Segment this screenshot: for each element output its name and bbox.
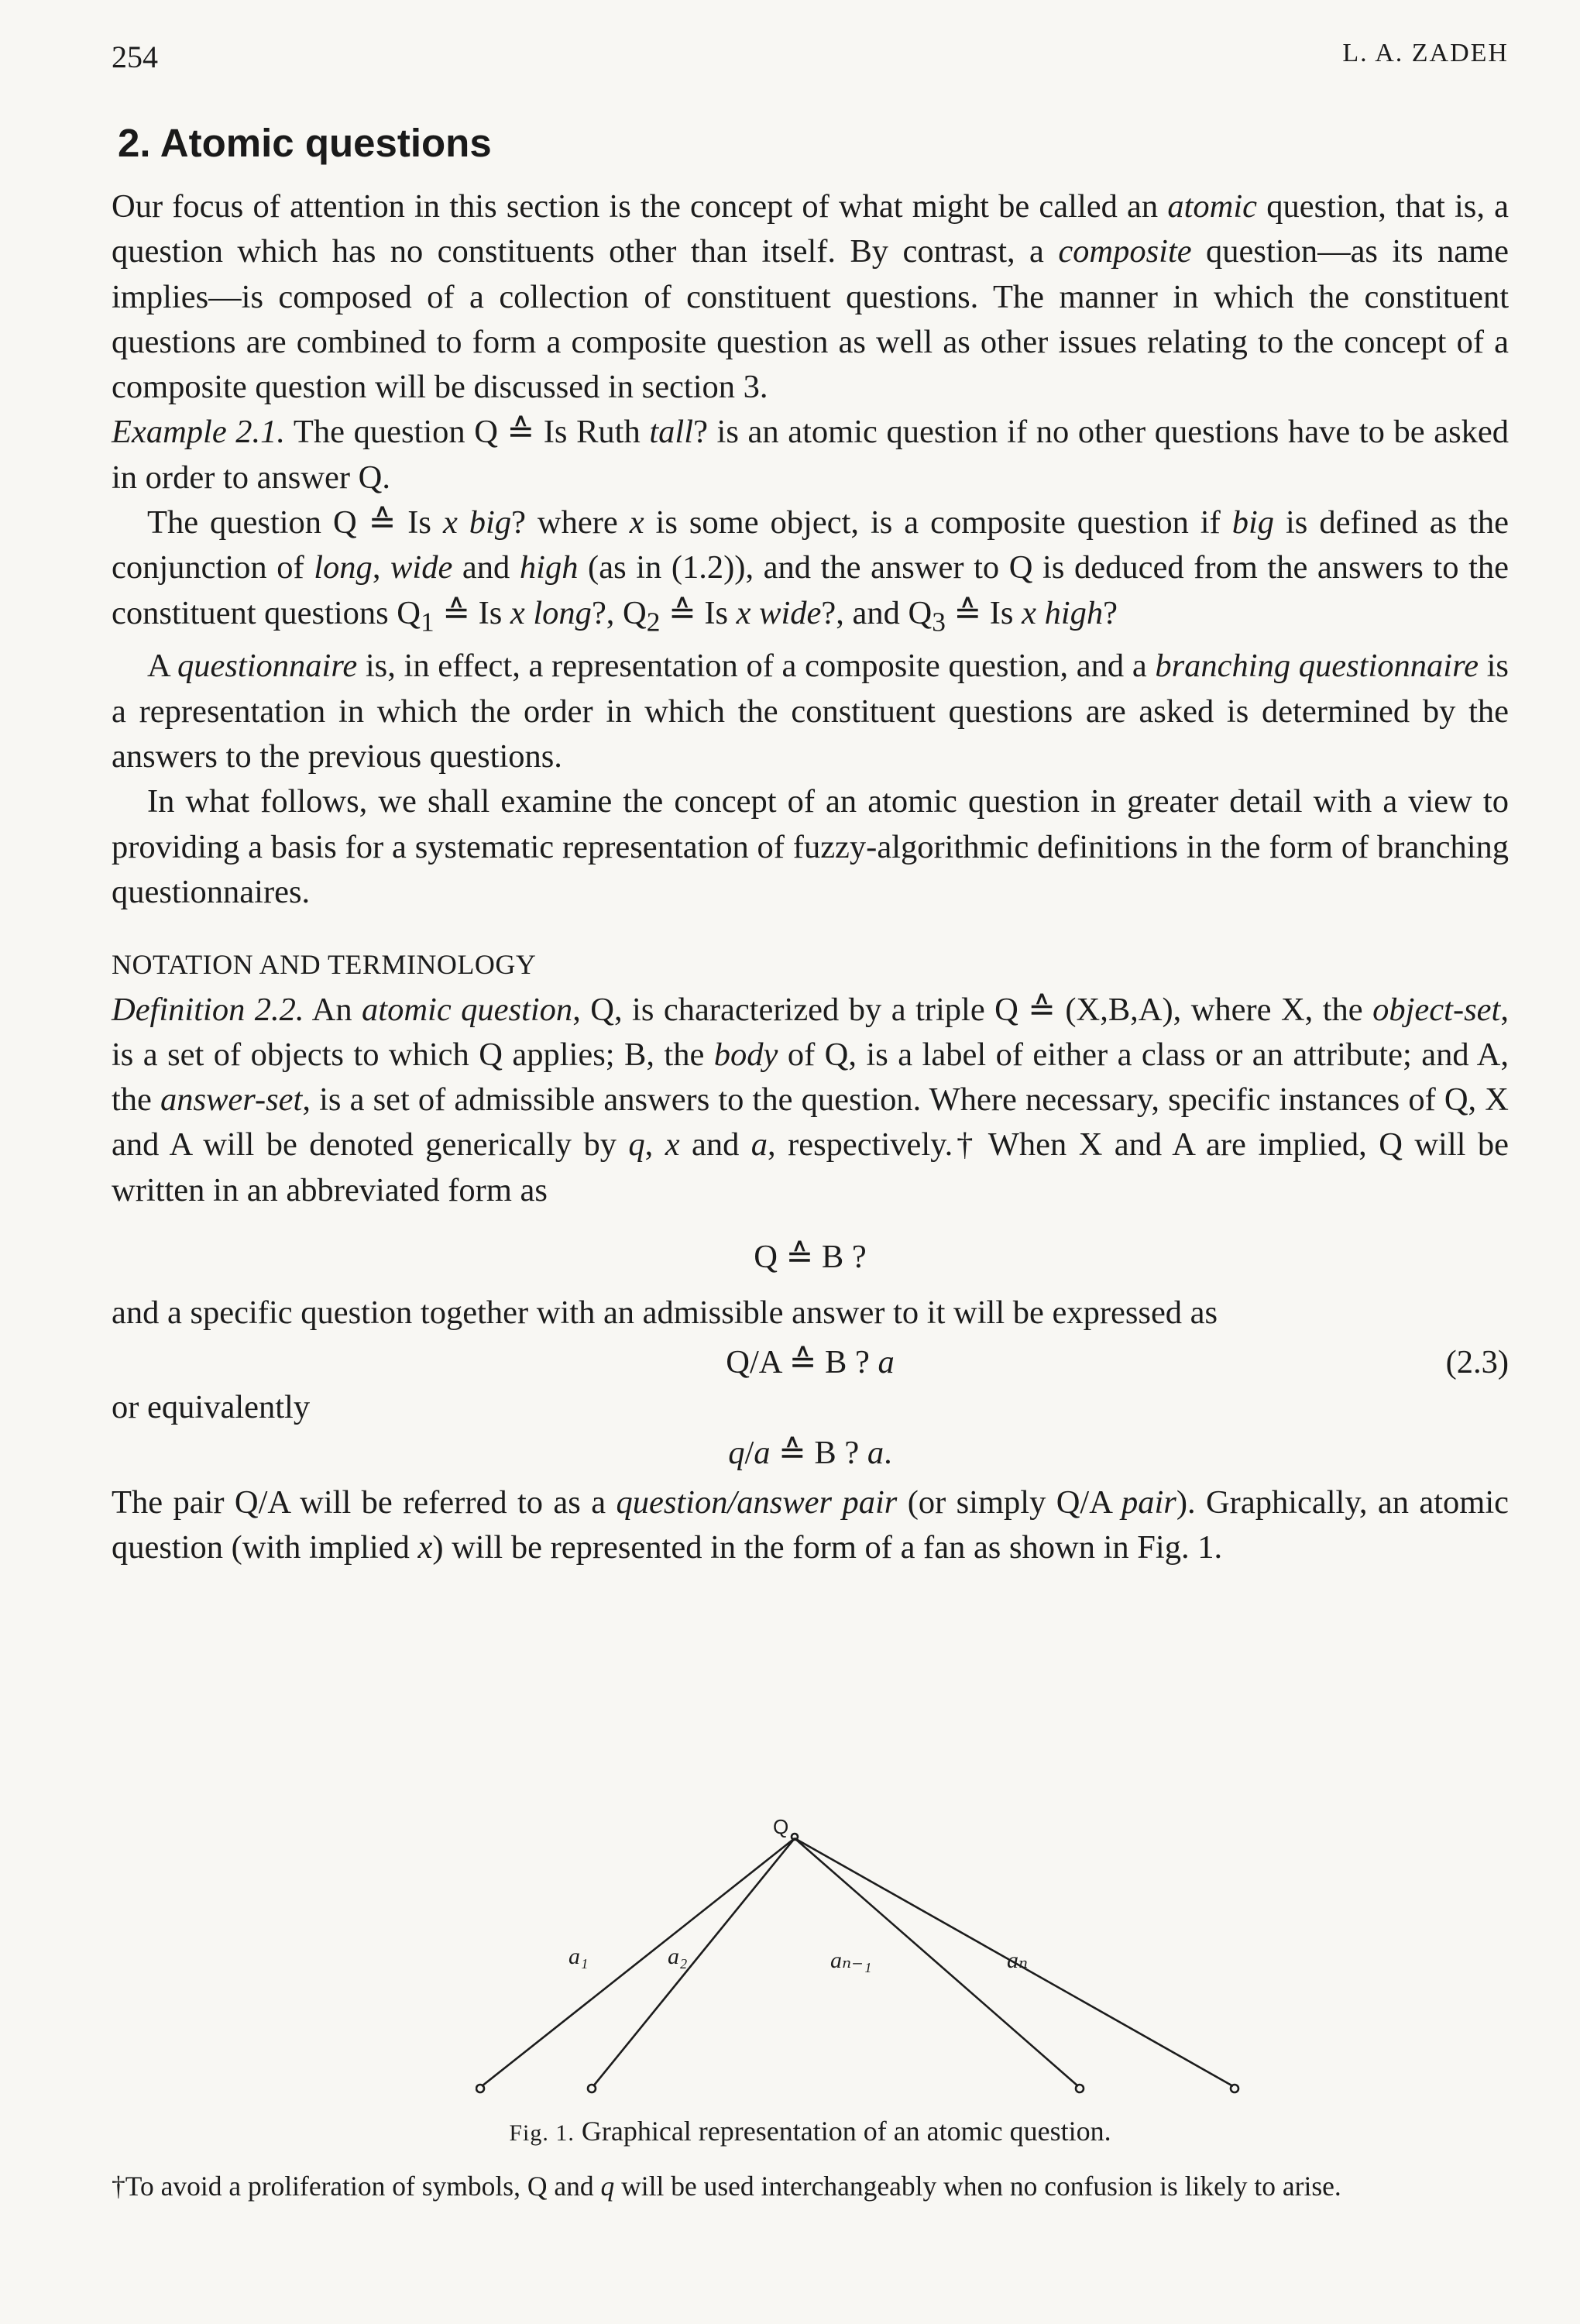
eq-part: ≙ B ? [770,1434,867,1471]
text-run: An [304,991,362,1028]
term-pair: pair [1121,1483,1176,1521]
term-wide: wide [390,549,453,586]
text-run: and [452,549,520,586]
term-tall: tall [649,414,694,451]
subscript: 1 [421,606,434,638]
text-run: †To avoid a proliferation of symbols, Q and [112,2171,601,2202]
text-run: is a representation in which the order in which the constituent questions are asked is determined by the answers to the previous questions. [112,648,1509,775]
var-a: a [754,1434,771,1471]
text-run: The question Q ≙ Is [147,504,443,541]
text-run: is defined as the conjunction of [112,504,1510,586]
subscript: 2 [646,606,661,638]
text-run: is some object, is a composite question if [644,504,1232,541]
term-x-high: x high [1022,594,1104,631]
figure-caption [112,2115,1509,2147]
branch-a2 [593,1838,795,2086]
root-label: Q [773,1817,789,1838]
paragraph-qa-pair [112,1480,1509,1571]
text-run: , is a set of admissible answers to the question. Where necessary, specific instances of Q, X and A will be denoted generically by [112,1081,1509,1164]
label-a2: a₂ [668,1944,688,1969]
eq-part: Q/A ≙ B ? [726,1344,878,1381]
text-run: , Q, is characterized by a triple Q ≙ (X,B,A), where X, the [572,991,1373,1028]
var-q: q [628,1126,645,1164]
text-run: ? is an atomic question if no other questions have to be asked in order to answer Q. [112,414,1509,496]
equation-2-3 [112,1340,1509,1385]
text-run: , is a set of objects to which Q applies; B, the [112,991,1509,1073]
footnote [112,2169,1509,2203]
text-run: question, that is, a question which has no constituents other than itself. By contrast, a [112,188,1509,270]
term-object-set: object-set [1372,991,1501,1028]
var-a: a [867,1434,884,1471]
term-atomic-question: atomic question [362,991,573,1028]
example-2-1 [112,410,1509,500]
text-run: The question Q ≙ Is Ruth [285,414,650,451]
term-question-answer-pair: question/answer pair [616,1483,898,1521]
text-run: question—as its name implies—is composed of a collection of constituent questions. The manner in which the constituent questions are combined to form a composite question as well as other issues relating to the concept of a composite question will be discussed in section 3. [112,233,1509,406]
paragraph-composite-example [112,500,1509,644]
branch-a1 [482,1838,795,2086]
var-a: a [750,1126,768,1164]
leaf-node [588,2085,596,2092]
term-answer-set: answer-set [160,1081,303,1119]
subscript: 3 [932,606,946,638]
text-run: of Q, is a label of either a class or an attribute; and A, the [112,1036,1509,1119]
leaf-node [1076,2085,1084,2092]
text-run: The pair Q/A will be referred to as a [112,1483,617,1521]
text-run: and [679,1126,751,1164]
page-number: 254 [112,40,158,74]
var-q: q [600,2171,615,2202]
term-composite: composite [1058,233,1192,270]
eq-part: . [884,1434,892,1471]
label-a1: a₁ [568,1944,589,1969]
var-a: a [878,1344,895,1381]
equation-abbrev [112,1235,1509,1280]
text-run: ≙ Is [660,594,737,631]
text-run: Our focus of attention in this section is the concept of what might be called an [112,188,1168,225]
var-x: x [417,1528,433,1566]
text-run: ≙ Is [945,594,1022,631]
term-long: long [314,549,373,586]
caption-text: Graphical representation of an atomic question. [574,2116,1111,2147]
text-run: A [147,648,178,685]
equation-text [112,1340,1509,1385]
eq-part: / [744,1434,754,1471]
paragraph-what-follows: In what follows, we shall examine the concept of an atomic question in greater detail with a view to providing a basis for a systematic representation of fuzzy-algorithmic definitions in the form of branching questionnaires. [112,783,1509,910]
text-run: ≙ Is [434,594,510,631]
label-an-1: aₙ₋₁ [830,1948,872,1973]
term-big: big [469,504,512,541]
paragraph-specific-question: and a specific question together with an admissible answer to it will be expressed as [112,1294,1218,1332]
paragraph-intro [112,184,1509,410]
text-run: ? where [511,504,630,541]
var-x: x [665,1126,680,1164]
text-run: (as in (1.2)), and the answer to Q is deduced from the answers to the constituent questions Q [112,549,1509,631]
text-run: , [644,1126,665,1164]
text-run: ). Graphically, an atomic question (with implied [112,1483,1509,1566]
definition-label: Definition 2.2. [112,991,304,1028]
caption-prefix: Fig. 1. [509,2120,575,2146]
term-questionnaire: questionnaire [177,648,358,685]
root-node [792,1834,798,1840]
leaf-node [1231,2085,1238,2092]
subheading-notation: NOTATION AND TERMINOLOGY [112,949,537,981]
text-run: (or simply Q/A [897,1483,1121,1521]
text-run: ?, Q [591,594,647,631]
var-q: q [728,1434,745,1471]
paragraph-questionnaire [112,644,1509,779]
text-run: is, in effect, a representation of a composite question, and a [357,648,1156,685]
text-run: ?, and Q [821,594,933,631]
term-atomic: atomic [1167,188,1258,225]
term-x-long: x long [510,594,592,631]
running-author: L. A. ZADEH [1342,39,1509,67]
text-run: will be used interchangeably when no confusion is likely to arise. [614,2171,1341,2202]
definition-2-2 [112,988,1509,1213]
page [112,0,1509,2324]
label-an: aₙ [1007,1948,1029,1973]
equation-text: Q ≙ B ? [754,1239,867,1276]
term-body: body [713,1036,778,1073]
term-high: high [519,549,579,586]
text-run: , [372,549,391,586]
section-title: 2. Atomic questions [118,121,492,165]
text-run: , respectively.† When X and A are implied, Q will be written in an abbreviated form as [112,1126,1509,1208]
equation-lowercase [112,1431,1509,1476]
var-x: x [629,504,644,541]
term-big: big [1231,504,1275,541]
text-run: ) will be represented in the form of a fan as shown in Fig. 1. [432,1528,1223,1566]
term-x-wide: x wide [736,594,822,631]
term-branching-questionnaire: branching questionnaire [1155,648,1479,685]
equation-text [112,1431,1509,1476]
example-label: Example 2.1. [112,414,286,451]
var-x: x [442,504,458,541]
body-text [112,184,1509,1570]
figure-1-fan-diagram [476,1817,1297,2111]
paragraph-or-equivalently: or equivalently [112,1389,311,1426]
equation-number: (2.3) [1445,1344,1509,1381]
leaf-node [476,2085,484,2092]
text-run: ? [1103,594,1118,631]
